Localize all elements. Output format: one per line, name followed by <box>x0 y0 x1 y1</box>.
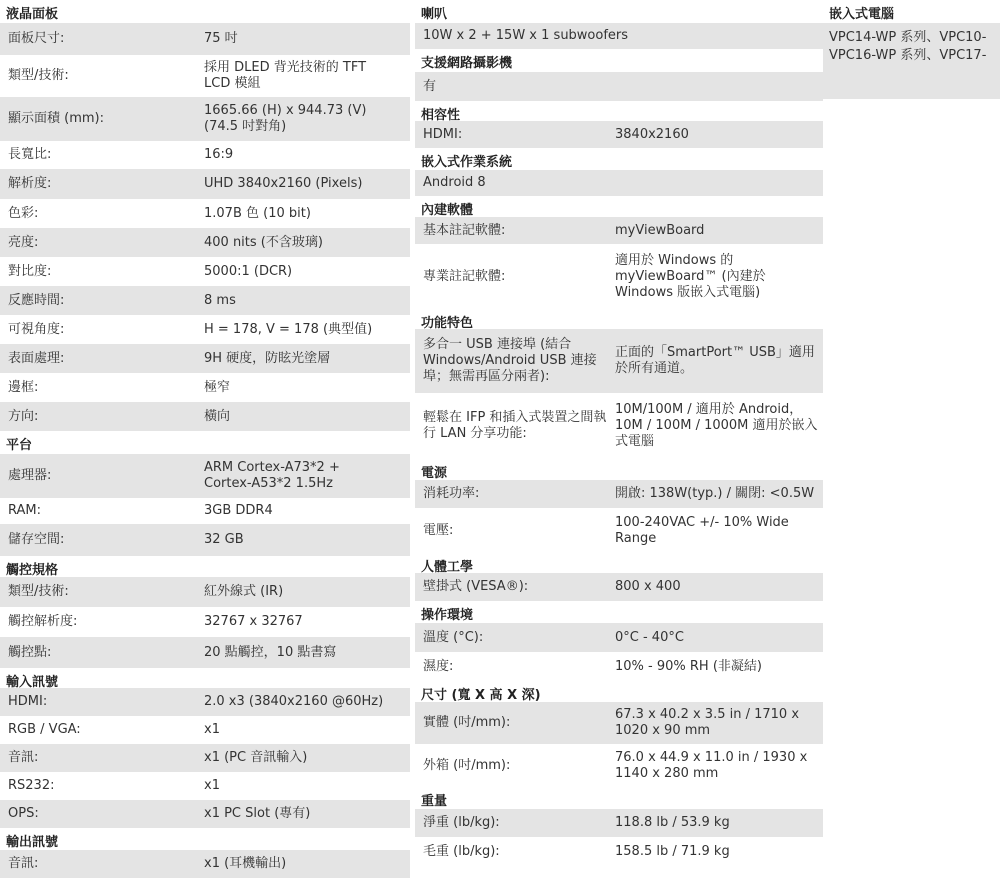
spec-label: 色彩: <box>8 205 39 221</box>
spec-row <box>0 97 410 141</box>
spec-row <box>415 121 823 148</box>
spec-value: 5000:1 (DCR) <box>204 263 293 279</box>
spec-row <box>0 498 410 524</box>
spec-row <box>415 244 823 309</box>
spec-value: 8 ms <box>204 292 236 308</box>
spec-label: 亮度: <box>8 234 39 250</box>
spec-row <box>415 702 823 744</box>
spec-label: 反應時間: <box>8 292 65 308</box>
spec-row <box>823 23 1000 99</box>
spec-value: 紅外線式 (IR) <box>204 584 284 599</box>
spec-row <box>0 315 410 344</box>
spec-label: RS232: <box>8 778 55 793</box>
section-title-software: 內建軟體 <box>421 203 474 218</box>
spec-row <box>0 772 410 800</box>
spec-row <box>415 72 823 101</box>
spec-value: 400 nits (不含玻璃) <box>204 234 323 250</box>
spec-row <box>415 652 823 681</box>
spec-row <box>415 809 823 837</box>
spec-label: 毛重 (lb/kg): <box>423 843 500 859</box>
spec-label: 壁掛式 (VESA®): <box>423 579 529 594</box>
spec-row <box>0 23 410 55</box>
section-title-touch: 觸控規格 <box>6 563 59 578</box>
spec-label: 對比度: <box>8 263 52 279</box>
features-spec-column <box>415 0 823 866</box>
spec-row <box>415 23 823 49</box>
spec-value: 75 吋 <box>204 31 238 46</box>
embedded-pc-column <box>823 0 1000 99</box>
spec-value: 32 GB <box>204 532 244 547</box>
spec-label: 多合一 USB 連接埠 (結合 Windows/Android USB 連接埠；無需再區分兩者): <box>423 337 597 384</box>
spec-value: 3840x2160 <box>615 126 689 142</box>
spec-label: HDMI: <box>423 126 463 142</box>
spec-row <box>0 688 410 716</box>
spec-row <box>415 573 823 601</box>
spec-value: 118.8 lb / 53.9 kg <box>615 815 730 830</box>
spec-value: myViewBoard <box>615 222 705 238</box>
spec-label: 輕鬆在 IFP 和插入式裝置之間執行 LAN 分享功能: <box>423 410 607 441</box>
spec-label: 可視角度: <box>8 321 65 337</box>
spec-row <box>0 607 410 637</box>
spec-label: 處理器: <box>8 468 52 483</box>
spec-label: 長寬比: <box>8 147 52 162</box>
section-title-os: 嵌入式作業系統 <box>421 155 513 170</box>
section-title-ergonomics: 人體工學 <box>421 560 474 575</box>
section-title-weight: 重量 <box>421 794 448 809</box>
spec-label: 溫度 (°C): <box>423 629 484 645</box>
spec-value: ARM Cortex-A73*2 + Cortex-A53*2 1.5Hz <box>204 460 340 491</box>
spec-row <box>0 637 410 668</box>
spec-value: 正面的「SmartPort™ USB」適用於所有通道。 <box>615 345 815 376</box>
spec-row <box>415 623 823 652</box>
spec-value: 1.07B 色 (10 bit) <box>204 205 311 221</box>
spec-label: 音訊: <box>8 856 39 871</box>
spec-value: 採用 DLED 背光技術的 TFT LCD 模組 <box>204 60 367 91</box>
spec-row <box>0 228 410 257</box>
spec-value: 適用於 Windows 的 myViewBoard™ (內建於 Windows 版嵌入式電腦) <box>615 252 766 300</box>
spec-row <box>0 199 410 228</box>
spec-row <box>415 744 823 787</box>
spec-value: 10M/100M / 適用於 Android，10M / 100M / 1000M 適用於嵌入式電腦 <box>615 402 818 449</box>
spec-value: 開啟: 138W(typ.) / 關閉: <0.5W <box>615 486 815 501</box>
spec-value: 10% - 90% RH (非凝結) <box>615 658 762 674</box>
spec-label: 面板尺寸: <box>8 31 65 46</box>
spec-row <box>0 454 410 498</box>
spec-row <box>415 837 823 866</box>
spec-label: 淨重 (lb/kg): <box>423 815 500 830</box>
spec-value: Android 8 <box>423 175 486 190</box>
spec-value: VPC16-WP 系列、VPC17- <box>829 48 987 63</box>
spec-value: 橫向 <box>204 408 231 424</box>
spec-value: UHD 3840x2160 (Pixels) <box>204 176 363 191</box>
spec-label: 觸控點: <box>8 644 52 660</box>
spec-label: HDMI: <box>8 694 48 709</box>
spec-label: 外箱 (吋/mm): <box>423 757 511 773</box>
spec-label: 解析度: <box>8 176 52 191</box>
spec-label: OPS: <box>8 806 39 821</box>
spec-value: 100-240VAC +/- 10% Wide Range <box>615 514 789 546</box>
section-title-dimensions: 尺寸 (寬 X 高 X 深) <box>421 688 541 703</box>
spec-row <box>0 55 410 97</box>
spec-row <box>0 744 410 772</box>
spec-label: 基本註記軟體: <box>423 222 506 238</box>
section-title-speaker: 喇叭 <box>421 7 448 22</box>
spec-row <box>415 508 823 553</box>
spec-label: 專業註記軟體: <box>423 268 506 284</box>
spec-label: 實體 (吋/mm): <box>423 715 511 730</box>
spec-label: 消耗功率: <box>423 486 480 501</box>
spec-value: 3GB DDR4 <box>204 503 273 518</box>
section-title-input: 輸入訊號 <box>6 675 59 690</box>
spec-row <box>0 141 410 169</box>
spec-row <box>0 286 410 315</box>
section-title-compat: 相容性 <box>421 108 461 123</box>
section-title-power: 電源 <box>421 466 448 481</box>
spec-label: RGB / VGA: <box>8 722 81 737</box>
spec-label: 濕度: <box>423 658 454 674</box>
spec-label: 顯示面積 (mm): <box>8 111 104 126</box>
section-title-lcd-panel: 液晶面板 <box>6 7 59 22</box>
spec-value: x1 <box>204 778 220 793</box>
spec-label: 儲存空間: <box>8 532 65 547</box>
spec-value: x1 <box>204 722 220 737</box>
spec-value: 20 點觸控，10 點書寫 <box>204 644 337 660</box>
spec-label: 邊框: <box>8 379 39 395</box>
spec-label: 類型/技術: <box>8 584 69 599</box>
spec-label: 音訊: <box>8 750 39 765</box>
spec-value: 800 x 400 <box>615 579 681 594</box>
spec-row <box>0 402 410 431</box>
spec-row <box>415 393 823 459</box>
spec-row <box>0 524 410 556</box>
spec-row <box>0 373 410 402</box>
section-title-webcam: 支援網路攝影機 <box>421 56 513 71</box>
spec-value: VPC14-WP 系列、VPC10- <box>829 30 987 45</box>
spec-label: 類型/技術: <box>8 68 69 83</box>
section-title-output: 輸出訊號 <box>6 835 59 850</box>
spec-label: RAM: <box>8 503 41 518</box>
section-title-platform: 平台 <box>6 438 33 453</box>
spec-row <box>0 344 410 373</box>
section-title-embedded-pc: 嵌入式電腦 <box>829 7 895 22</box>
spec-value: 2.0 x3 (3840x2160 @60Hz) <box>204 694 384 709</box>
spec-row <box>415 329 823 393</box>
spec-row <box>415 217 823 244</box>
spec-value: 10W x 2 + 15W x 1 subwoofers <box>423 28 629 43</box>
spec-row <box>415 170 823 196</box>
spec-label: 表面處理: <box>8 350 65 366</box>
spec-value: 16:9 <box>204 147 234 162</box>
spec-row <box>0 577 410 607</box>
spec-row <box>415 480 823 508</box>
spec-value: 極窄 <box>204 379 231 395</box>
spec-value: x1 PC Slot (專有) <box>204 806 311 821</box>
spec-label: 電壓: <box>423 522 454 538</box>
spec-label: 觸控解析度: <box>8 614 78 629</box>
panel-spec-column <box>0 0 410 878</box>
spec-value: 9H 硬度，防眩光塗層 <box>204 350 331 366</box>
spec-value: x1 (耳機輸出) <box>204 856 287 871</box>
section-title-environment: 操作環境 <box>421 608 474 623</box>
spec-row <box>0 169 410 199</box>
spec-label: 方向: <box>8 408 39 424</box>
spec-value: 0°C - 40°C <box>615 629 684 645</box>
spec-row <box>0 800 410 828</box>
spec-value: 76.0 x 44.9 x 11.0 in / 1930 x 1140 x 280 mm <box>615 749 808 781</box>
spec-row <box>0 716 410 744</box>
spec-value: 32767 x 32767 <box>204 614 303 629</box>
spec-value: H = 178, V = 178 (典型值) <box>204 321 373 337</box>
spec-value: 有 <box>423 78 437 94</box>
spec-value: 1665.66 (H) x 944.73 (V) (74.5 吋對角) <box>204 103 367 134</box>
spec-value: 158.5 lb / 71.9 kg <box>615 843 730 859</box>
spec-value: x1 (PC 音訊輸入) <box>204 750 308 765</box>
spec-row <box>0 257 410 286</box>
section-title-features: 功能特色 <box>421 316 474 331</box>
spec-value: 67.3 x 40.2 x 3.5 in / 1710 x 1020 x 90 mm <box>615 707 800 738</box>
